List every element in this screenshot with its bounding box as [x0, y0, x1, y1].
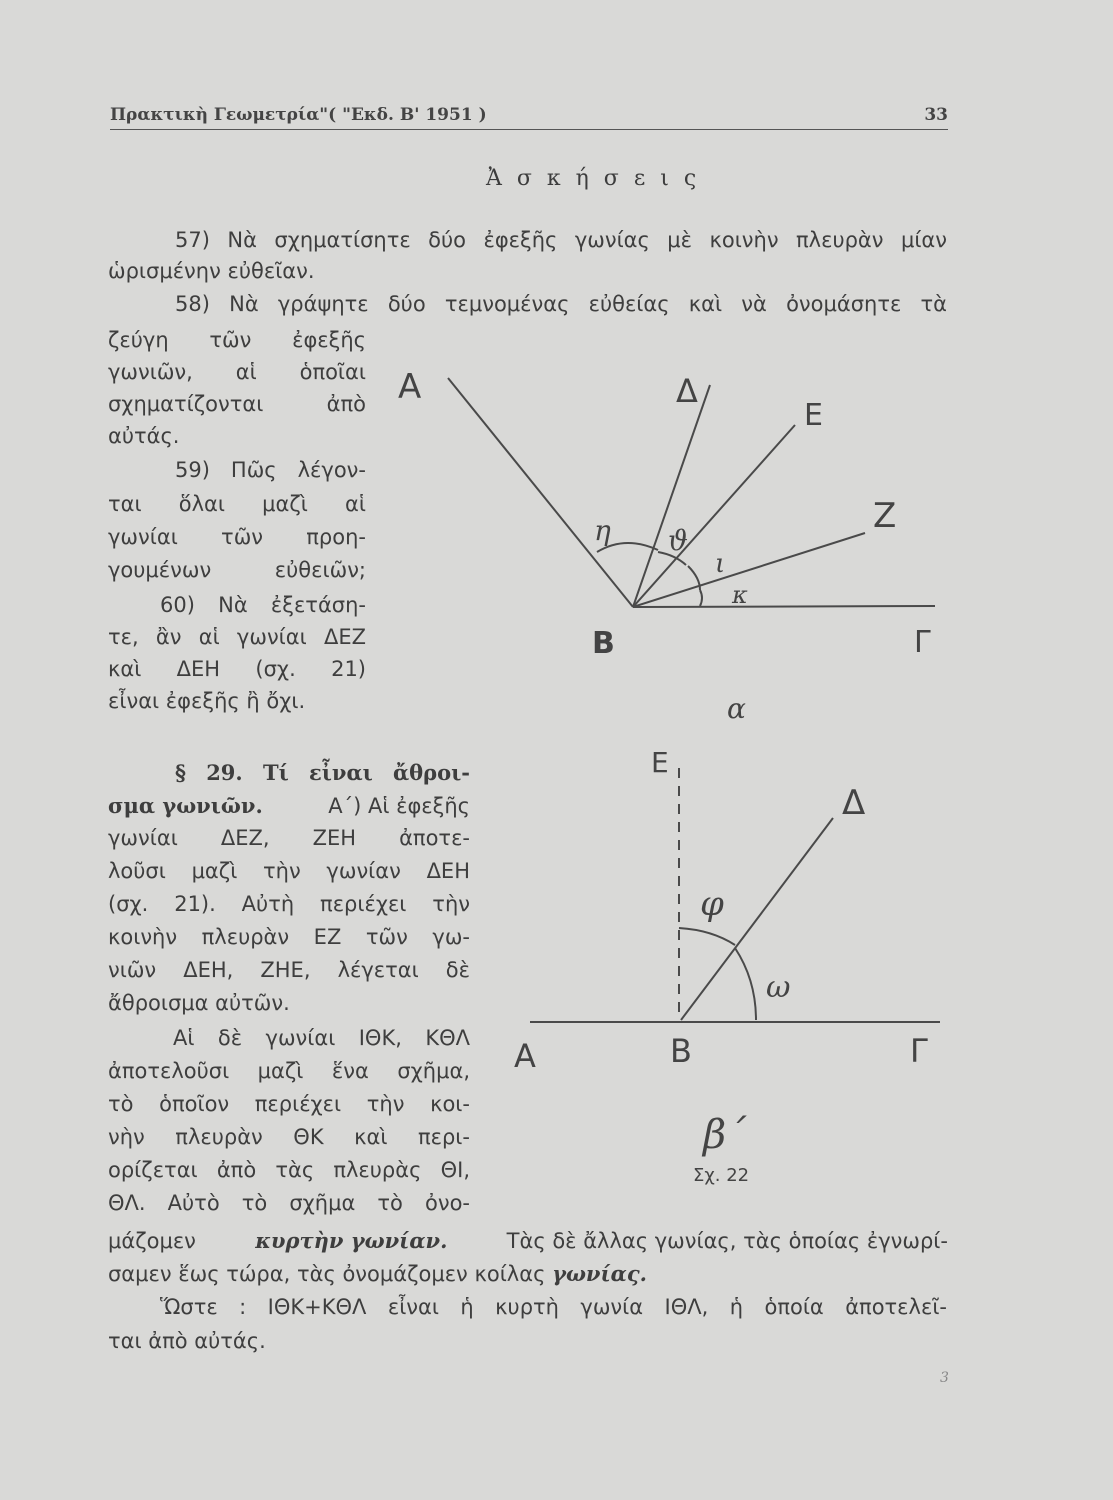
exercise-57-line1: 57) Νὰ σχηματίσητε δύο ἐφεξῆς γωνίας μὲ κοινὴν πλευρὰν μίαν	[175, 228, 947, 252]
figure-a	[448, 378, 935, 607]
fig-a-angle-theta: ϑ	[668, 524, 689, 557]
exercise-60-line4: εἶναι ἐφεξῆς ἢ ὄχι.	[108, 689, 306, 713]
section-29-line2-text: Α΄) Αἱ ἐφεξῆς	[328, 794, 470, 818]
section-29-heading-cont: σμα γωνιῶν.	[108, 793, 263, 818]
fig-a-angle-iota: ι	[715, 549, 726, 579]
fig-b-sublabel: β΄	[703, 1112, 747, 1158]
fig-a-label-Delta: Δ	[676, 372, 698, 410]
section-29-line13: ορίζεται ἀπὸ τὰς πλευρὰς ΘΙ,	[108, 1158, 470, 1182]
section-29-line15c: Τὰς δὲ ἄλλας γωνίας, τὰς ὁποίας ἐγνωρί-	[506, 1229, 948, 1253]
fig-b-label-Gamma: Γ	[910, 1032, 928, 1070]
section-29-line10: ἀποτελοῦσι μαζὶ ἕνα σχῆμα,	[108, 1059, 470, 1083]
exercise-58-line2: ζεύγη τῶν ἐφεξῆς	[108, 328, 366, 352]
fig-b-label-E: Ε	[651, 746, 669, 779]
section-29-line6: κοινὴν πλευρὰν ΕΖ τῶν γω-	[108, 925, 470, 949]
ray-BE	[633, 425, 795, 607]
page-number: 33	[924, 105, 948, 125]
exercise-60-line3: καὶ ΔΕΗ (σχ. 21)	[108, 657, 366, 681]
fig-a-angle-eta: η	[594, 514, 611, 547]
figure-caption: Σχ. 22	[693, 1165, 750, 1186]
section-29-line18: ται ἀπὸ αὐτάς.	[108, 1329, 266, 1353]
fig-a-sublabel: α	[727, 692, 746, 725]
fig-a-label-Z: Ζ	[873, 496, 897, 536]
running-title: Πρακτικὴ Γεωμετρία"( "Εκδ. Β' 1951 )	[110, 105, 487, 125]
exercise-58-line4: σχηματίζονται ἀπὸ	[108, 392, 366, 416]
section-29-line12: νὴν πλευρὰν ΘΚ καὶ περι-	[108, 1125, 470, 1149]
section-29-line9: Αἱ δὲ γωνίαι ΙΘΚ, ΚΘΛ	[173, 1026, 470, 1050]
exercise-59-line3: γωνίαι τῶν προη-	[108, 525, 366, 549]
fig-b-label-B: Β	[670, 1032, 692, 1070]
arc-phi	[679, 928, 735, 945]
section-title: Ἀ σ κ ή σ ε ι ς	[486, 166, 701, 191]
fig-a-label-Gamma: Γ	[914, 625, 931, 660]
fig-b-angle-phi: φ	[700, 884, 724, 924]
ray-BGamma	[633, 606, 935, 607]
page-mark: 3	[940, 1370, 949, 1386]
section-29-line16a: σαμεν ἕως τώρα, τὰς ὀνομάζομεν κοίλας	[108, 1262, 546, 1286]
exercise-58-line5: αὐτάς.	[108, 424, 180, 448]
fig-b-label-A: Α	[514, 1037, 536, 1075]
exercise-60-line2: τε, ἂν αἱ γωνίαι ΔΕΖ	[108, 625, 366, 649]
exercise-59-line2: ται ὅλαι μαζὶ αἱ	[108, 492, 366, 516]
exercise-57-line2: ὡρισμένην εὐθεῖαν.	[108, 259, 315, 283]
fig-b-angle-omega: ω	[766, 970, 791, 1005]
arc-omega	[735, 948, 756, 1020]
term-angles: γωνίας.	[552, 1261, 647, 1286]
term-convex-angle: κυρτὴν γωνίαν.	[255, 1228, 448, 1253]
section-29-line15a: μάζομεν	[108, 1229, 196, 1253]
exercise-60-line1: 60) Νὰ ἐξετάση-	[160, 593, 366, 617]
fig-a-label-B: Β	[592, 626, 615, 661]
exercise-59-line1: 59) Πῶς λέγον-	[175, 458, 366, 482]
ray-BA	[448, 378, 633, 607]
section-29-line3: γωνίαι ΔΕΖ, ΖΕΗ ἀποτε-	[108, 826, 470, 850]
fig-b-label-Delta: Δ	[842, 783, 866, 823]
exercise-58-line3: γωνιῶν, αἱ ὁποῖαι	[108, 360, 366, 384]
exercise-58-line1: 58) Νὰ γράψητε δύο τεμνομένας εὐθείας καὶ νὰ ὀνομάσητε τὰ	[175, 292, 947, 316]
section-29-heading: § 29. Τί εἶναι ἄθροι-	[175, 760, 470, 785]
figure-b	[530, 768, 940, 1022]
fig-a-angle-kappa: κ	[732, 581, 748, 609]
arc-kappa	[700, 590, 702, 606]
section-29-line17: Ὥστε : ΙΘΚ+ΚΘΛ εἶναι ἡ κυρτὴ γωνία ΙΘΛ, ἡ ὁποία ἀποτελεῖ-	[160, 1295, 947, 1319]
fig-a-label-A: Α	[398, 367, 422, 407]
fig-a-label-E: Ε	[804, 398, 823, 433]
ray-BDelta	[633, 385, 710, 607]
section-29-line14: ΘΛ. Αὐτὸ τὸ σχῆμα τὸ ὀνο-	[108, 1191, 470, 1215]
section-29-line8: ἄθροισμα αὐτῶν.	[108, 991, 290, 1015]
section-29-line4: λοῦσι μαζὶ τὴν γωνίαν ΔΕΗ	[108, 859, 470, 883]
section-29-line5: (σχ. 21). Αὐτὴ περιέχει τὴν	[108, 892, 470, 916]
section-29-line11: τὸ ὁποῖον περιέχει τὴν κοι-	[108, 1092, 470, 1116]
exercise-59-line4: γουμένων εὐθειῶν;	[108, 558, 366, 582]
section-29-line7: νιῶν ΔΕΗ, ΖΗΕ, λέγεται δὲ	[108, 958, 470, 982]
